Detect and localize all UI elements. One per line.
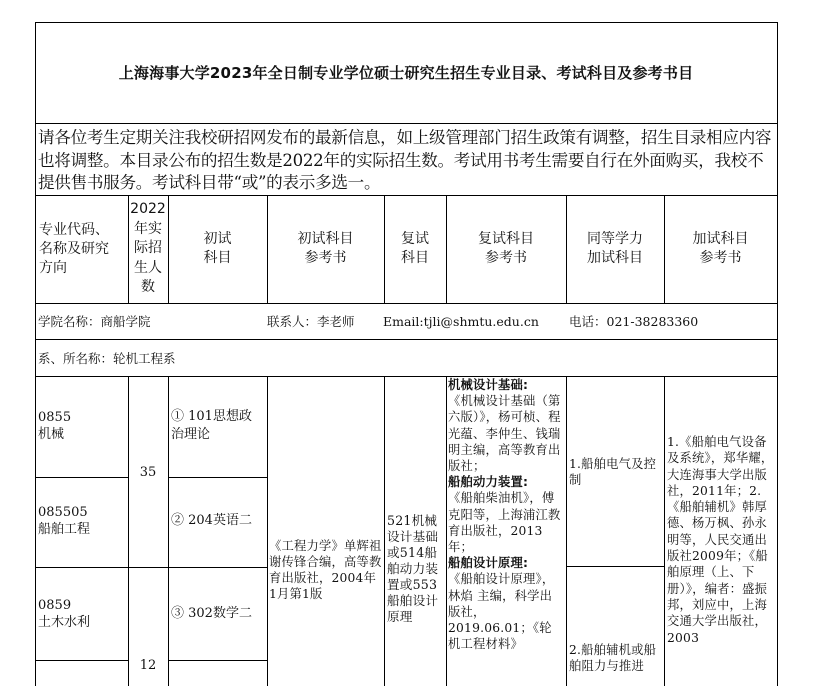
- major-name: 机械: [38, 426, 65, 442]
- equivalent-subject: 2.船舶辅机或船舶阻力与推进: [569, 643, 657, 673]
- col-divider: [664, 376, 665, 686]
- retest-reference: [448, 377, 564, 652]
- major-name: 船舶工程: [38, 521, 91, 537]
- row-divider: [35, 660, 128, 661]
- enrollment-count: 12: [139, 658, 157, 673]
- col-divider: [128, 376, 129, 686]
- retest-ref-section: [448, 377, 564, 474]
- divider: [35, 123, 778, 124]
- header-additional-reference: 加试科目 参考书: [692, 231, 749, 266]
- contact-email[interactable]: Email:tjli@shmtu.edu.cn: [383, 313, 539, 329]
- header-initial-reference: 初试科目 参考书: [297, 231, 354, 266]
- col-divider: [384, 376, 385, 686]
- initial-subject: ② 204英语二: [171, 513, 252, 528]
- major-cell: [38, 598, 126, 631]
- header-enrollment: 2022 年实 际招 生人 数: [130, 201, 166, 296]
- department-row: [38, 339, 776, 376]
- row-divider: [168, 477, 267, 478]
- contact-phone: 电话：021-38283360: [569, 314, 699, 329]
- table-right-border: [777, 22, 778, 686]
- header-retest-subject: 复试 科目: [401, 231, 429, 266]
- row-divider: [35, 567, 128, 568]
- major-cell: [38, 505, 126, 538]
- retest-ref-text: 《船舶设计原理》，林焰 主编，科学出版社，2019.06.01；《轮机工程材料》: [448, 572, 555, 652]
- additional-reference: 1.《船舶电气设备及系统》，郑华耀，大连海事大学出版社，2011年；2.《船舶辅机》韩厚德、杨万枫、孙永明等，人民交通出版社2009年；《船舶原理（上、下册）》，编者：盛振邦，刘应中，上海交通大学出版社，2003: [667, 435, 774, 645]
- major-name: 土木水利: [38, 614, 91, 630]
- header-major: 专业代码、 名称及研究 方向: [39, 221, 109, 276]
- equivalent-subject: 1.船舶电气及控制: [569, 457, 657, 487]
- row-divider: [168, 660, 267, 661]
- divider: [35, 376, 778, 377]
- enrollment-count: 35: [139, 465, 157, 480]
- notice-text: 请各位考生定期关注我校研招网发布的最新信息，如上级管理部门招生政策有调整，招生目录相应内容也将调整。本目录公布的招生数是2022年的实际招生数。考试用书考生需要自行在外面购买，我校不提供售书服务。考试科目带“或”的表示多选一。: [38, 128, 772, 192]
- major-cell: [38, 410, 126, 443]
- college-info-row: [38, 303, 776, 339]
- retest-ref-heading: 船舶动力装置:: [448, 475, 529, 490]
- col-divider: [267, 376, 268, 686]
- col-divider: [168, 376, 169, 686]
- contact-person: 联系人：李老师: [267, 314, 355, 329]
- row-divider: [128, 567, 168, 568]
- col-divider: [446, 376, 447, 686]
- major-code: 085505: [38, 505, 88, 520]
- retest-ref-text: 《机械设计基础（第六版）》，杨可桢、程光蕴、李仲生、钱瑞明主编，高等教育出版社；: [448, 394, 561, 474]
- header-retest-reference: 复试科目 参考书: [478, 231, 534, 266]
- major-code: 0855: [38, 410, 72, 425]
- initial-reference: 《工程力学》单辉祖谢传锋合编，高等教育出版社，2004年1月第1版: [269, 539, 382, 601]
- row-divider: [566, 566, 664, 567]
- major-code: 0859: [38, 598, 72, 613]
- department-name: 系、所名称：轮机工程系: [38, 350, 176, 366]
- retest-ref-heading: 船舶设计原理:: [448, 556, 529, 571]
- college-name: 学院名称：商船学院: [38, 314, 151, 329]
- initial-subject: ① 101思想政治理论: [171, 409, 252, 442]
- header-initial-subject: 初试 科目: [203, 231, 232, 266]
- retest-ref-section: [448, 555, 564, 652]
- retest-ref-text: 《船舶柴油机》，傅克阳等，上海浦江教育出版社，2013年；: [448, 491, 561, 555]
- header-equivalent-subject: 同等学力 加试科目: [587, 231, 643, 266]
- retest-ref-section: [448, 474, 564, 555]
- row-divider: [168, 567, 267, 568]
- initial-subject: ③ 302数学二: [171, 606, 252, 621]
- row-divider: [35, 477, 128, 478]
- col-divider: [566, 376, 567, 686]
- page-title: 上海海事大学2023年全日制专业学位硕士研究生招生专业目录、考试科目及参考书目: [118, 64, 694, 82]
- retest-subject: 521机械设计基础或514船舶动力装置或553船舶设计原理: [387, 513, 439, 624]
- retest-ref-heading: 机械设计基础:: [448, 378, 529, 392]
